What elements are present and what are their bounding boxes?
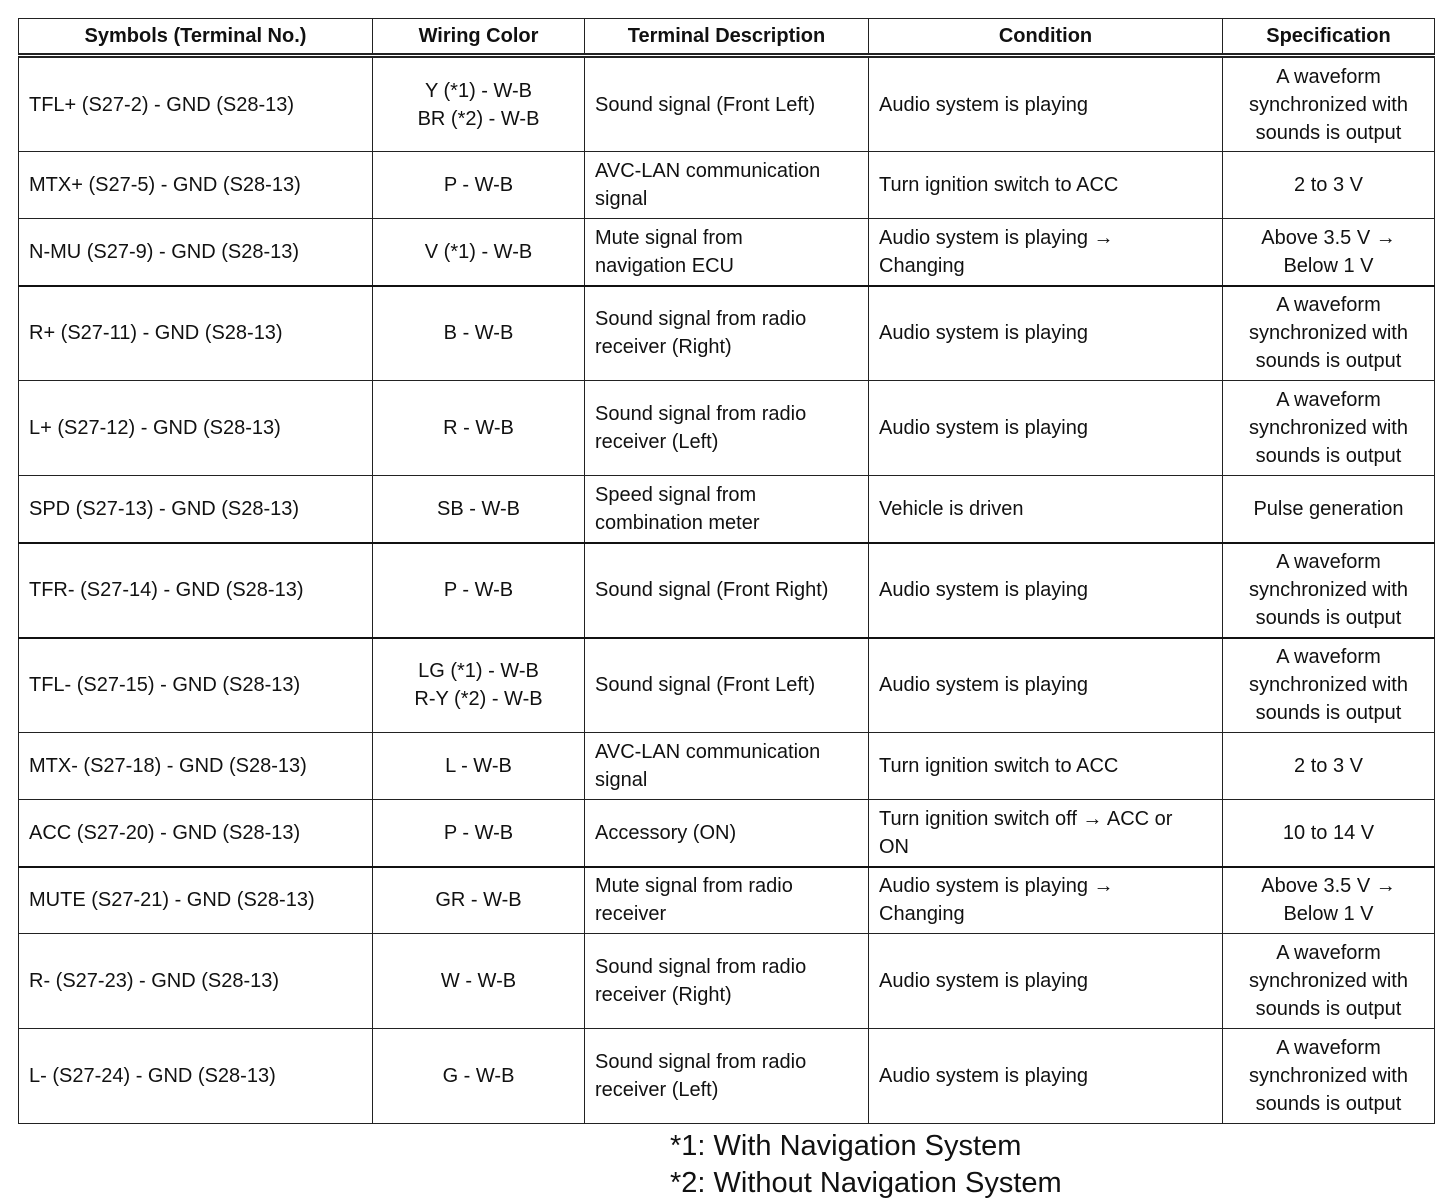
cell-symbol: R- (S27-23) - GND (S28-13) [19, 934, 373, 1029]
cell-terminal-description: Mute signal from radio receiver [585, 867, 869, 934]
cell-wiring-color: R - W-B [373, 381, 585, 476]
table-row [19, 219, 1435, 286]
cell-condition: Audio system is playing [869, 1029, 1223, 1124]
cell-condition: Audio system is playing [869, 56, 1223, 152]
cell-symbol: MTX- (S27-18) - GND (S28-13) [19, 733, 373, 800]
cell-wiring-color: B - W-B [373, 286, 585, 381]
cell-wiring-color: P - W-B [373, 800, 585, 867]
cell-terminal-description: AVC-LAN communication signal [585, 152, 869, 219]
cell-terminal-description: AVC-LAN communication signal [585, 733, 869, 800]
table-row [19, 638, 1435, 733]
cell-terminal-description: Sound signal (Front Left) [585, 638, 869, 733]
header-condition: Condition [869, 19, 1223, 56]
cell-specification: A waveform synchronized with sounds is output [1223, 1029, 1435, 1124]
cell-specification: Above 3.5 V → Below 1 V [1223, 219, 1435, 286]
cell-terminal-description: Mute signal from navigation ECU [585, 219, 869, 286]
cell-wiring-color: SB - W-B [373, 476, 585, 543]
table-row [19, 476, 1435, 543]
cell-terminal-description: Accessory (ON) [585, 800, 869, 867]
cell-symbol: R+ (S27-11) - GND (S28-13) [19, 286, 373, 381]
cell-symbol: L+ (S27-12) - GND (S28-13) [19, 381, 373, 476]
cell-condition: Audio system is playing [869, 381, 1223, 476]
cell-condition: Turn ignition switch to ACC [869, 152, 1223, 219]
table-row [19, 867, 1435, 934]
cell-condition: Turn ignition switch off → ACC or ON [869, 800, 1223, 867]
cell-wiring-color: GR - W-B [373, 867, 585, 934]
cell-specification: Pulse generation [1223, 476, 1435, 543]
cell-terminal-description: Sound signal (Front Left) [585, 56, 869, 152]
cell-condition: Vehicle is driven [869, 476, 1223, 543]
cell-condition: Audio system is playing → Changing [869, 219, 1223, 286]
cell-specification: 2 to 3 V [1223, 733, 1435, 800]
table-header [19, 19, 1435, 56]
header-row [19, 19, 1435, 56]
cell-wiring-color: G - W-B [373, 1029, 585, 1124]
cell-symbol: TFL- (S27-15) - GND (S28-13) [19, 638, 373, 733]
terminal-spec-table [18, 18, 1435, 1124]
cell-symbol: SPD (S27-13) - GND (S28-13) [19, 476, 373, 543]
header-symbols: Symbols (Terminal No.) [19, 19, 373, 56]
header-wiring-color: Wiring Color [373, 19, 585, 56]
cell-terminal-description: Sound signal from radio receiver (Right) [585, 286, 869, 381]
cell-symbol: TFL+ (S27-2) - GND (S28-13) [19, 56, 373, 152]
cell-wiring-color: W - W-B [373, 934, 585, 1029]
table-row [19, 286, 1435, 381]
cell-wiring-color: Y (*1) - W-B BR (*2) - W-B [373, 56, 585, 152]
cell-specification: A waveform synchronized with sounds is output [1223, 381, 1435, 476]
table-row [19, 56, 1435, 152]
header-specification: Specification [1223, 19, 1435, 56]
cell-condition: Audio system is playing [869, 286, 1223, 381]
cell-terminal-description: Sound signal from radio receiver (Left) [585, 381, 869, 476]
cell-symbol: ACC (S27-20) - GND (S28-13) [19, 800, 373, 867]
table-row [19, 152, 1435, 219]
cell-wiring-color: L - W-B [373, 733, 585, 800]
table-body [19, 56, 1435, 1124]
cell-condition: Audio system is playing [869, 543, 1223, 638]
table-row [19, 934, 1435, 1029]
footnote-1: *1: With Navigation System [670, 1130, 1022, 1162]
cell-condition: Turn ignition switch to ACC [869, 733, 1223, 800]
cell-symbol: TFR- (S27-14) - GND (S28-13) [19, 543, 373, 638]
header-terminal-description: Terminal Description [585, 19, 869, 56]
table-row [19, 800, 1435, 867]
cell-specification: A waveform synchronized with sounds is output [1223, 286, 1435, 381]
cell-specification: A waveform synchronized with sounds is output [1223, 56, 1435, 152]
cell-terminal-description: Sound signal from radio receiver (Left) [585, 1029, 869, 1124]
cell-condition: Audio system is playing [869, 934, 1223, 1029]
footnotes [670, 1128, 1062, 1202]
cell-specification: A waveform synchronized with sounds is output [1223, 638, 1435, 733]
cell-specification: 2 to 3 V [1223, 152, 1435, 219]
cell-wiring-color: LG (*1) - W-B R-Y (*2) - W-B [373, 638, 585, 733]
cell-specification: A waveform synchronized with sounds is output [1223, 543, 1435, 638]
cell-specification: 10 to 14 V [1223, 800, 1435, 867]
cell-condition: Audio system is playing → Changing [869, 867, 1223, 934]
footnote-2: *2: Without Navigation System [670, 1167, 1062, 1199]
cell-symbol: MTX+ (S27-5) - GND (S28-13) [19, 152, 373, 219]
cell-specification: A waveform synchronized with sounds is output [1223, 934, 1435, 1029]
cell-terminal-description: Sound signal (Front Right) [585, 543, 869, 638]
cell-symbol: L- (S27-24) - GND (S28-13) [19, 1029, 373, 1124]
table-row [19, 543, 1435, 638]
cell-wiring-color: P - W-B [373, 152, 585, 219]
cell-symbol: N-MU (S27-9) - GND (S28-13) [19, 219, 373, 286]
cell-condition: Audio system is playing [869, 638, 1223, 733]
cell-wiring-color: V (*1) - W-B [373, 219, 585, 286]
table-row [19, 1029, 1435, 1124]
cell-terminal-description: Sound signal from radio receiver (Right) [585, 934, 869, 1029]
cell-terminal-description: Speed signal from combination meter [585, 476, 869, 543]
table-row [19, 381, 1435, 476]
cell-specification: Above 3.5 V → Below 1 V [1223, 867, 1435, 934]
cell-symbol: MUTE (S27-21) - GND (S28-13) [19, 867, 373, 934]
cell-wiring-color: P - W-B [373, 543, 585, 638]
table-row [19, 733, 1435, 800]
